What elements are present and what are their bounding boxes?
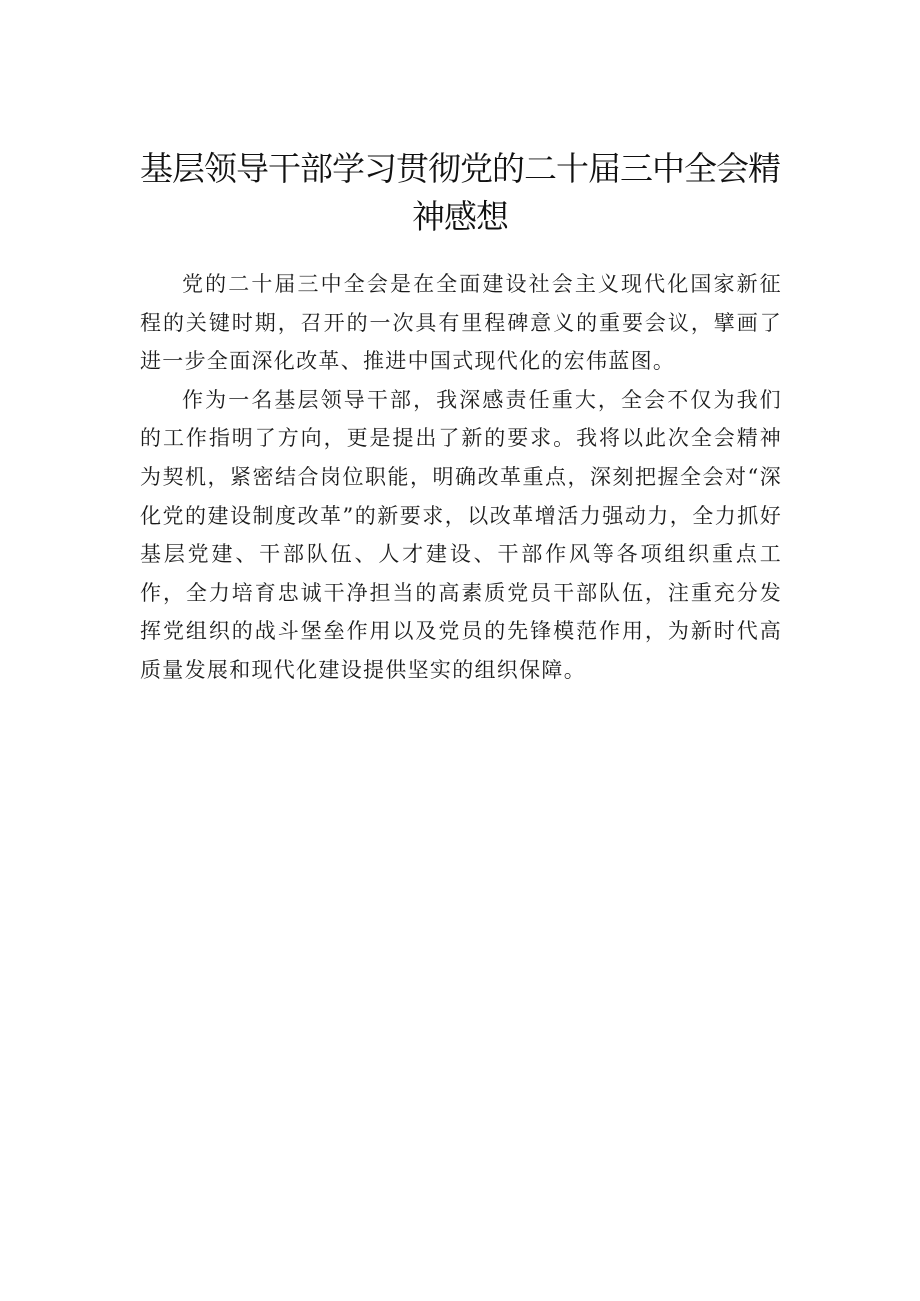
document-body (140, 265, 782, 690)
document-title: 基层领导干部学习贯彻党的二十届三中全会精神感想 (140, 149, 780, 236)
paragraph-2: 作为一名基层领导干部，我深感责任重大，全会不仅为我们的工作指明了方向，更是提出了新的要求。我将以此次全会精神为契机，紧密结合岗位职能，明确改革重点，深刻把握全会对“深化党的建设制度改革”的新要求，以改革增活力强动力，全力抓好基层党建、干部队伍、人才建设、干部作风等各项组织重点工作，全力培育忠诚干净担当的高素质党员干部队伍，注重充分发挥党组织的战斗堡垒作用以及党员的先锋模范作用，为新时代高质量发展和现代化建设提供坚实的组织保障。 (140, 387, 782, 682)
paragraph-1: 党的二十届三中全会是在全面建设社会主义现代化国家新征程的关键时期，召开的一次具有里程碑意义的重要会议，擘画了进一步全面深化改革、推进中国式现代化的宏伟蓝图。 (140, 272, 782, 374)
